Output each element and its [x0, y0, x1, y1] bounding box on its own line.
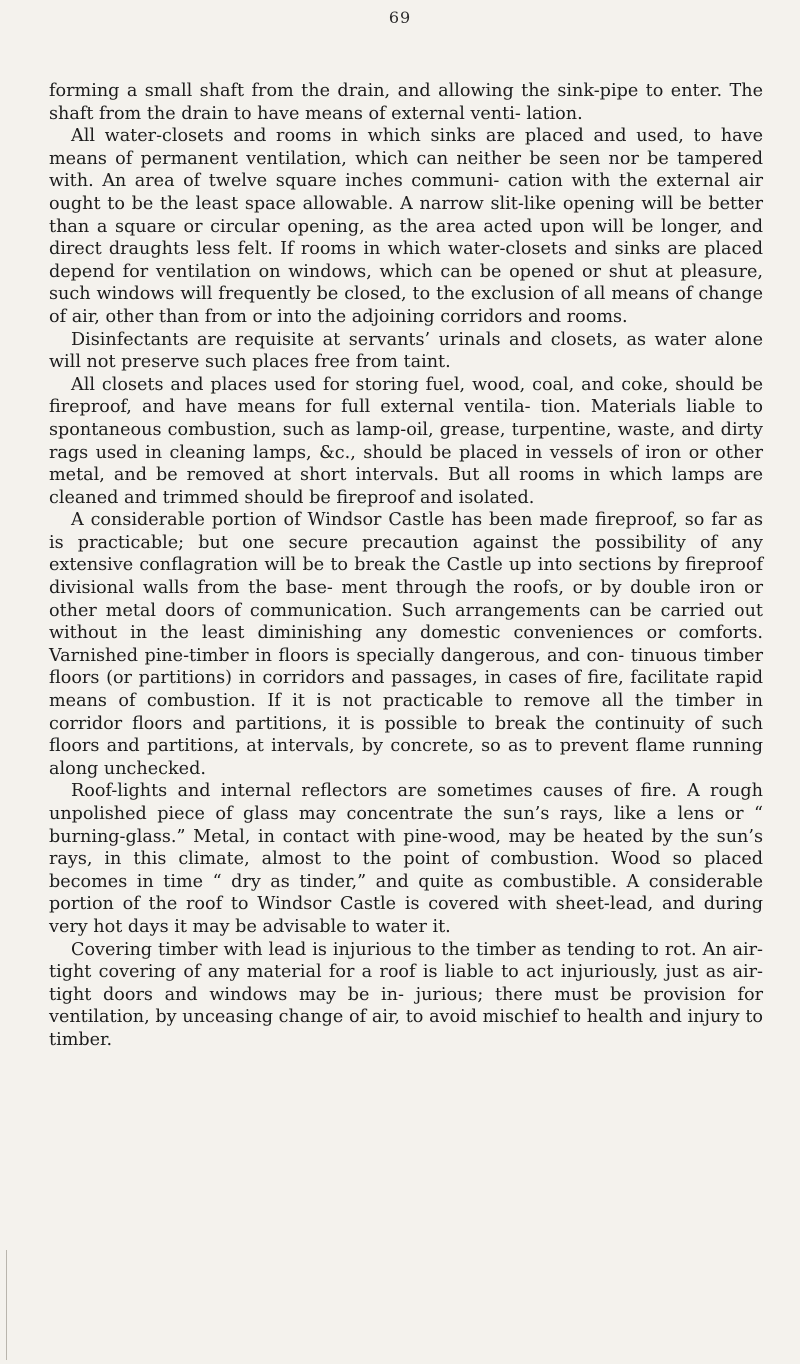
- paragraph-5: A considerable portion of Windsor Castle has been made fireproof, so far as is practicable; but one secure precaution against the possibility of any extensive conflagration will be to break the Castle up into sections by fireproof divisional walls from the base- ment through the roofs, or by double iron or other metal doors of communication. Such arrangements can be carried out without in the least diminishing any domestic conveniences or comforts. Varnished pine-timber in floors is specially dangerous, and con- tinuous timber floors (or partitions) in corridors and passages, in cases of fire, facilitate rapid means of combustion. If it is not practicable to remove all the timber in corridor floors and partitions, it is possible to break the continuity of such floors and partitions, at intervals, by concrete, so as to prevent flame running along unchecked.: [49, 510, 763, 779]
- paragraph-3: Disinfectants are requisite at servants’ urinals and closets, as water alone will not preserve such places free from taint.: [49, 329, 763, 373]
- body-text: [49, 80, 763, 1052]
- paragraph-1: forming a small shaft from the drain, and allowing the sink-pipe to enter. The shaft from the drain to have means of external venti- lation.: [49, 81, 763, 124]
- paragraph-6: Roof-lights and internal reflectors are sometimes causes of fire. A rough unpolished piece of glass may concentrate the sun’s rays, like a lens or “ burning-glass.” Metal, in contact with pine-wood, may be heated by the sun’s rays, in this climate, almost to the point of combustion. Wood so placed becomes in time “ dry as tinder,” and quite as combustible. A considerable portion of the roof to Windsor Castle is covered with sheet-lead, and during very hot days it may be advisable to water it.: [49, 781, 763, 937]
- page-edge-mark: [6, 1250, 7, 1360]
- paragraph-4: All closets and places used for storing fuel, wood, coal, and coke, should be fireproof, and have means for full external ventila- tion. Materials liable to spontaneous combustion, such as lamp-oil, grease, turpentine, waste, and dirty rags used in cleaning lamps, &c., should be placed in vessels of iron or other metal, and be removed at short intervals. But all rooms in which lamps are cleaned and trimmed should be fireproof and isolated.: [49, 374, 763, 508]
- paragraph-2: All water-closets and rooms in which sinks are placed and used, to have means of permanent ventilation, which can neither be seen nor be tampered with. An area of twelve square inches communi- cation with the external air ought to be the least space allowable. A narrow slit-like opening will be better than a square or circular opening, as the area acted upon will be longer, and direct draughts less felt. If rooms in which water-closets and sinks are placed depend for ventilation on windows, which can be opened or shut at pleasure, such windows will frequently be closed, to the exclusion of all means of change of air, other than from or into the adjoining corridors and rooms.: [49, 126, 763, 327]
- page-number: 69: [388, 8, 412, 27]
- paragraph-7: Covering timber with lead is injurious to the timber as tending to rot. An air-tight covering of any material for a roof is liable to act injuriously, just as air-tight doors and windows may be in- jurious; there must be provision for ventilation, by unceasing change of air, to avoid mischief to health and injury to timber.: [49, 939, 763, 1050]
